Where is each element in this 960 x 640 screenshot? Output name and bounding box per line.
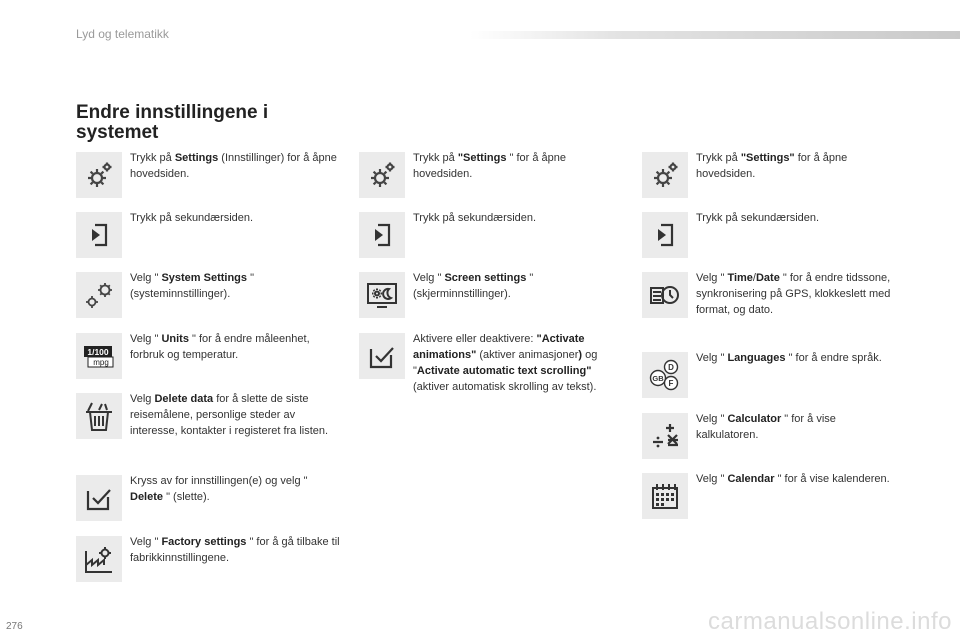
text-segment: " for å vise kalenderen. bbox=[774, 473, 890, 485]
units-icon bbox=[76, 333, 122, 379]
instruction-text bbox=[130, 534, 342, 566]
emphasis-text: "Settings bbox=[457, 152, 507, 164]
units-icon-bottom-text: mpg bbox=[93, 358, 109, 367]
text-segment: for å åpne hovedsiden. bbox=[696, 152, 848, 180]
page-number: 276 bbox=[6, 621, 23, 632]
languages-icon-gb: GB bbox=[652, 374, 664, 383]
settings-gear-icon bbox=[642, 152, 688, 198]
text-segment: (Innstillinger) for å åpne hovedsiden. bbox=[130, 152, 337, 180]
instruction-text bbox=[413, 331, 613, 395]
secondary-page-icon bbox=[359, 212, 405, 258]
emphasis-text: Settings bbox=[174, 152, 219, 164]
text-segment: Velg " bbox=[130, 333, 162, 345]
text-segment: Trykk på sekundærsiden. bbox=[413, 212, 537, 224]
instruction-text bbox=[696, 350, 896, 366]
system-settings-icon bbox=[76, 272, 122, 318]
text-segment: Trykk på bbox=[413, 152, 458, 164]
emphasis-text: ) bbox=[578, 349, 583, 361]
text-segment: " for å endre språk. bbox=[785, 352, 882, 364]
text-segment: Velg " bbox=[696, 272, 728, 284]
time-date-icon bbox=[642, 272, 688, 318]
instruction-text bbox=[130, 331, 342, 363]
instruction-text bbox=[413, 270, 613, 302]
screen-settings-icon bbox=[359, 272, 405, 318]
text-segment: " (systeminnstillinger). bbox=[130, 272, 254, 300]
instruction-text bbox=[130, 391, 342, 439]
text-segment: " (slette). bbox=[163, 491, 210, 503]
emphasis-text: Delete data bbox=[154, 393, 214, 405]
instruction-text bbox=[696, 411, 896, 443]
text-segment: Velg " bbox=[696, 352, 728, 364]
instruction-text bbox=[413, 210, 613, 226]
settings-gear-icon bbox=[359, 152, 405, 198]
checkbox-icon bbox=[359, 333, 405, 379]
calculator-icon bbox=[642, 413, 688, 459]
delete-data-icon bbox=[76, 393, 122, 439]
page-title-line-2: systemet bbox=[76, 122, 159, 143]
text-segment: Trykk på sekundærsiden. bbox=[696, 212, 820, 224]
emphasis-text: Calendar bbox=[727, 473, 775, 485]
emphasis-text: "Settings" bbox=[740, 152, 795, 164]
text-segment: " for å vise kalkulatoren. bbox=[696, 413, 836, 441]
text-segment: (aktiver automatisk skrolling av tekst). bbox=[413, 381, 597, 393]
secondary-page-icon bbox=[76, 212, 122, 258]
emphasis-text: System Settings bbox=[161, 272, 248, 284]
secondary-page-icon bbox=[642, 212, 688, 258]
emphasis-text: Screen settings bbox=[444, 272, 527, 284]
checkbox-icon bbox=[76, 475, 122, 521]
text-segment: Velg " bbox=[130, 536, 162, 548]
instruction-text bbox=[696, 471, 896, 487]
text-segment: Velg " bbox=[696, 473, 728, 485]
text-segment: (aktiver animasjoner bbox=[476, 349, 579, 361]
text-segment: Aktivere eller deaktivere: bbox=[413, 333, 537, 345]
text-segment: og " bbox=[413, 349, 598, 377]
emphasis-text: Activate automatic text scrolling" bbox=[416, 365, 592, 377]
instruction-text bbox=[130, 270, 342, 302]
factory-settings-icon bbox=[76, 536, 122, 582]
text-segment: Velg bbox=[130, 393, 155, 405]
emphasis-text: Factory settings bbox=[161, 536, 247, 548]
settings-gear-icon bbox=[76, 152, 122, 198]
emphasis-text: Delete bbox=[130, 491, 164, 503]
languages-icon-d: D bbox=[668, 363, 674, 372]
text-segment: " for å endre måleenhet, forbruk og temperatur. bbox=[130, 333, 310, 361]
text-segment: " for å gå tilbake til fabrikkinnstillingene. bbox=[130, 536, 340, 564]
text-segment: Velg " bbox=[413, 272, 445, 284]
text-segment: / bbox=[752, 272, 756, 284]
text-segment: " (skjerminnstillinger). bbox=[413, 272, 534, 300]
instruction-text bbox=[130, 473, 342, 505]
emphasis-text: Units bbox=[161, 333, 189, 345]
emphasis-text: Time bbox=[727, 272, 753, 284]
text-segment: Trykk på bbox=[130, 152, 175, 164]
instruction-text bbox=[696, 150, 896, 182]
emphasis-text: "Activate animations" bbox=[413, 333, 585, 361]
instruction-text bbox=[696, 270, 896, 318]
emphasis-text: Languages bbox=[727, 352, 786, 364]
emphasis-text: Calculator bbox=[727, 413, 782, 425]
text-segment: Velg " bbox=[130, 272, 162, 284]
page-title bbox=[76, 103, 268, 143]
text-segment: " for å endre tidssone, synkronisering på GPS, klokkeslett med format, og dato. bbox=[696, 272, 891, 316]
text-segment: for å slette de siste reisemålene, personlige steder av interesse, kontakter i registeret fra listen. bbox=[130, 393, 329, 437]
header-divider bbox=[470, 31, 960, 39]
text-segment: Kryss av for innstillingen(e) og velg " bbox=[130, 475, 308, 487]
instruction-text bbox=[130, 150, 342, 182]
text-segment: Velg " bbox=[696, 413, 728, 425]
watermark: carmanualsonline.info bbox=[708, 608, 952, 635]
instruction-text bbox=[130, 210, 342, 226]
units-icon-top-text: 1/100 bbox=[87, 347, 109, 357]
section-header: Lyd og telematikk bbox=[76, 27, 169, 41]
instruction-text bbox=[413, 150, 613, 182]
text-segment: Trykk på sekundærsiden. bbox=[130, 212, 254, 224]
languages-icon-f: F bbox=[668, 379, 674, 388]
calendar-icon bbox=[642, 473, 688, 519]
text-segment: " for å åpne hovedsiden. bbox=[413, 152, 566, 180]
languages-icon bbox=[642, 352, 688, 398]
emphasis-text: Date bbox=[755, 272, 780, 284]
text-segment: Trykk på bbox=[696, 152, 741, 164]
instruction-text bbox=[696, 210, 896, 226]
page-title-line-1: Endre innstillingene i bbox=[76, 102, 269, 123]
